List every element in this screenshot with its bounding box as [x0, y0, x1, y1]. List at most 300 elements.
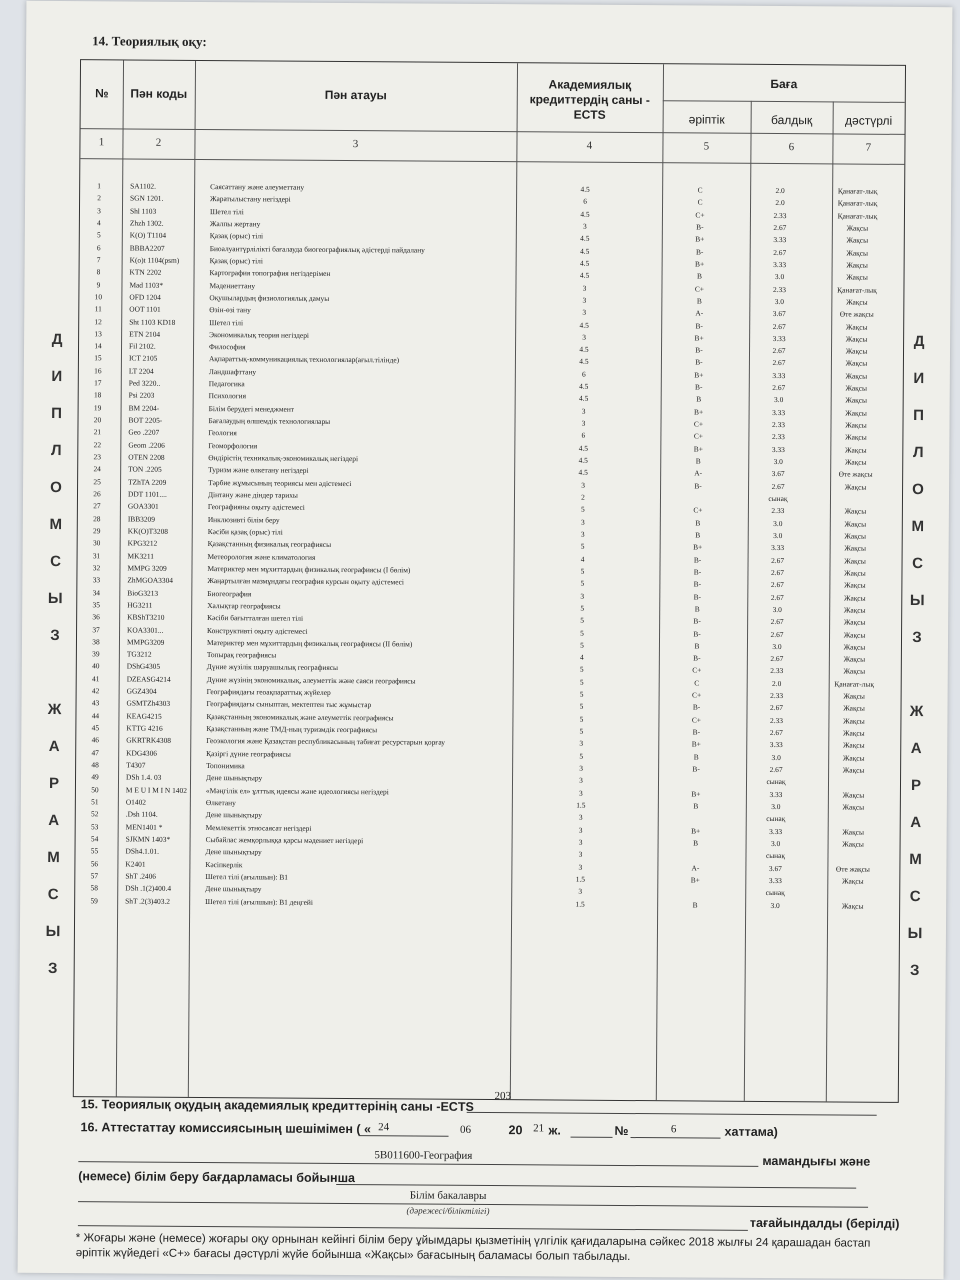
course-code: Geo .2207: [128, 427, 160, 438]
side-letter: М: [47, 848, 60, 867]
col-number: 2: [155, 136, 162, 149]
course-code: HG3211: [127, 600, 153, 610]
course-name: Білім берудегі менеджмент: [208, 403, 295, 414]
degree-caption: (дәрежесі/біліктілігі): [406, 1205, 490, 1217]
side-letter: А: [48, 737, 60, 756]
underline: [631, 1137, 721, 1139]
traditional-grade: Жақсы: [842, 876, 864, 886]
side-letter: З: [909, 961, 920, 980]
course-name: Биогеография: [207, 588, 252, 598]
course-name: Қазақстанның экономикалық және әлеуметтік географиясы: [206, 711, 394, 723]
letter-grade: B+: [694, 333, 704, 343]
letter-grade: C: [697, 185, 703, 195]
course-code: KEAG4215: [126, 711, 162, 721]
side-letter: Ж: [47, 700, 62, 719]
credits: 5: [580, 578, 585, 588]
letter-grade: B-: [695, 357, 703, 367]
course-code: Shl 1103: [129, 206, 157, 216]
credits: 5: [579, 751, 584, 761]
credits: 5: [580, 640, 584, 650]
row-number: 33: [92, 575, 101, 585]
points-grade: 2.33: [771, 432, 785, 442]
letter-grade: B: [696, 296, 702, 306]
row-number: 40: [92, 661, 100, 671]
traditional-grade: Жақсы: [845, 334, 868, 344]
credits: 3: [580, 591, 585, 601]
credits: 5: [580, 628, 584, 638]
credits: 3: [581, 480, 585, 490]
course-code: T4307: [126, 760, 146, 770]
letter-grade: B: [693, 752, 699, 762]
points-grade: 3.0: [774, 296, 785, 306]
letter-grade: B+: [695, 234, 705, 244]
side-letter: С: [47, 885, 59, 904]
course-name: Шетел тілі (ағылшын): В1: [205, 871, 289, 882]
row-number: 46: [91, 735, 100, 745]
course-name: Конструктивті оқыту әдістемесі: [207, 625, 308, 636]
traditional-grade: Жақсы: [846, 223, 869, 233]
course-name: Өндірістің техникалық-экономикалық негіздері: [208, 453, 359, 464]
points-grade: 3.33: [773, 235, 787, 245]
course-name: Дүние жүзінің экономикалық, әлеуметтік және саяси географиясы: [206, 674, 416, 686]
row-number: 28: [93, 513, 101, 523]
points-grade: 2.33: [772, 284, 786, 294]
course-name: Дүние жүзілік шаруашылық географиясы: [206, 662, 339, 673]
course-name: Кәсіпкерлік: [205, 859, 243, 869]
credits: 5: [580, 566, 585, 576]
traditional-grade: Жақсы: [845, 445, 867, 455]
course-name: Топырақ географиясы: [206, 650, 277, 660]
row-number: 56: [90, 858, 99, 868]
row-number: 42: [91, 686, 100, 696]
credits: 4.5: [578, 468, 588, 478]
points-grade: 2.67: [772, 321, 786, 331]
course-name: Экономикалық теория негіздері: [209, 329, 310, 340]
points-grade: сынақ: [766, 777, 786, 787]
traditional-grade: Жақсы: [843, 654, 866, 664]
traditional-grade: Жақсы: [846, 260, 868, 270]
row-number: 45: [91, 723, 100, 733]
assigned-label: тағайындалды (берілді): [749, 1215, 900, 1231]
points-grade: 2.67: [772, 358, 786, 368]
points-grade: 3.0: [773, 530, 783, 541]
row-number: 17: [94, 378, 102, 388]
points-grade: 2.67: [770, 567, 784, 577]
traditional-grade: Жақсы: [844, 568, 866, 578]
course-code: KPG3212: [127, 538, 158, 548]
course-code: DSh4.1.01.: [125, 846, 160, 856]
course-name: Қазақ (орыс) тілі: [209, 255, 263, 266]
course-name: Саясаттану және әлеуметтану: [210, 182, 305, 192]
credits: 3: [578, 886, 583, 896]
letter-grade: B-: [692, 727, 701, 737]
letter-grade: B-: [696, 222, 704, 232]
traditional-grade: Жақсы: [846, 297, 868, 307]
course-name: Биоалуантүрлілікті бағалауда биогеографиялық әдістерді пайдалану: [209, 243, 425, 255]
letter-grade: B-: [695, 320, 703, 331]
credits: 1.5: [576, 800, 586, 810]
traditional-grade: Жақсы: [845, 432, 867, 443]
points-grade: 3.33: [769, 826, 783, 836]
course-name: Психология: [208, 391, 247, 401]
points-grade: 2.67: [771, 555, 785, 565]
course-code: BBBA2207: [129, 243, 165, 253]
credits: 1.5: [575, 874, 585, 884]
traditional-grade: Қанағат-лық: [837, 198, 878, 209]
letter-grade: B: [693, 801, 699, 811]
side-letter: [906, 656, 928, 693]
credits: 3: [582, 307, 587, 317]
course-name: Мемлекеттік этносаясат негіздері: [205, 822, 312, 833]
letter-grade: B-: [693, 653, 701, 663]
row-number: 27: [93, 501, 101, 511]
letter-grade: C+: [693, 419, 704, 429]
letter-grade: B-: [695, 345, 703, 355]
course-name: Метеорология және климатология: [207, 551, 316, 562]
row-number: 21: [93, 427, 102, 437]
col-number: 5: [703, 140, 710, 153]
course-name: «Мәңгілік ел» ұлттық идеясы және идеологиясы негіздері: [205, 785, 389, 797]
traditional-grade: Қанағат-лық: [837, 211, 878, 221]
course-name: Материктер мен мұхиттардың физикалық географиясы (І бөлім): [207, 563, 411, 575]
course-name: Мәдениеттану: [209, 280, 256, 290]
letter-grade: B-: [693, 616, 701, 626]
letter-grade: B+: [693, 444, 703, 454]
points-grade: 3.0: [774, 272, 785, 282]
row-number: 8: [96, 267, 101, 277]
row-number: 22: [93, 439, 102, 450]
side-letter: Ы: [47, 589, 63, 608]
course-code: GSMTZh4303: [126, 698, 171, 709]
letter-grade: C: [694, 678, 700, 688]
course-name: Қазіргі дүние географиясы: [206, 748, 291, 759]
letter-grade: B: [697, 271, 703, 281]
traditional-grade: Жақсы: [845, 408, 867, 418]
course-name: Педагогика: [208, 379, 245, 389]
points-grade: сынақ: [766, 814, 786, 824]
credits: 4: [579, 652, 584, 662]
traditional-grade: Жақсы: [844, 482, 867, 492]
line-16-label: 16. Аттестаттау комиссиясының шешімімен ( «: [80, 1120, 372, 1137]
course-code: ShT .2(3)403.2: [125, 896, 171, 906]
traditional-grade: Жақсы: [846, 272, 868, 282]
points-grade: 3.67: [772, 309, 786, 319]
traditional-grade: Жақсы: [844, 580, 866, 590]
section-14-title: 14. Теориялық оқу:: [92, 33, 207, 50]
course-code: KTTG 4216: [126, 723, 163, 733]
letter-grade: B: [696, 394, 702, 404]
row-number: 47: [91, 747, 99, 758]
letter-grade: A-: [694, 468, 703, 478]
side-letter: Ы: [45, 922, 61, 941]
credits: 3: [582, 295, 587, 305]
points-grade: 2.33: [770, 666, 784, 676]
course-code: ETN 2104: [129, 329, 161, 339]
points-grade: 2.0: [775, 198, 785, 208]
side-letter: З: [912, 628, 922, 647]
letter-grade: B+: [693, 542, 703, 552]
course-code: K(o)t 1104(psm): [129, 255, 180, 265]
traditional-grade: Жақсы: [843, 703, 865, 714]
course-code: BioG3213: [127, 588, 159, 598]
side-letter: М: [49, 515, 63, 534]
letter-grade: B: [695, 530, 701, 540]
traditional-grade: Жақсы: [845, 322, 868, 332]
course-name: Қазақстанның физикалық географиясы: [207, 539, 332, 550]
traditional-grade: Жақсы: [845, 383, 868, 393]
traditional-grade: Жақсы: [843, 605, 866, 615]
traditional-grade: Қанағат-лық: [837, 284, 877, 295]
points-grade: 3.67: [768, 863, 782, 873]
letter-grade: B+: [694, 370, 704, 380]
letter-grade: C+: [694, 284, 705, 294]
points-grade: 2.33: [771, 506, 785, 516]
credits: 3: [578, 825, 583, 835]
traditional-grade: Өте жақсы: [835, 864, 870, 874]
course-name: Шетел тілі: [209, 317, 244, 327]
line-15-label: 15. Теориялық оқудың академиялық кредиттерінің саны -ECTS: [80, 1097, 474, 1114]
traditional-grade: Өте жақсы: [839, 309, 874, 319]
underline: [336, 1184, 856, 1189]
side-letter: С: [50, 552, 62, 571]
credits: 4.5: [580, 184, 590, 194]
row-number: 38: [92, 637, 100, 647]
row-number: 9: [96, 279, 101, 289]
letter-grade: C+: [692, 690, 702, 700]
underline: [359, 1135, 449, 1137]
letter-grade: B-: [693, 592, 702, 602]
course-code: MK3211: [127, 551, 155, 561]
course-name: Жалпы жертану: [209, 219, 261, 229]
side-letter: А: [910, 813, 922, 832]
course-code: O1402: [125, 797, 147, 807]
credits: 4.5: [579, 270, 590, 280]
underline: [78, 1225, 748, 1231]
course-code: .Dsh 1104.: [125, 809, 158, 820]
specialty-value: 5В011600-География: [374, 1149, 473, 1162]
credits: 3: [579, 763, 583, 773]
points-grade: 2.33: [773, 210, 787, 220]
row-number: 1: [97, 181, 102, 191]
credits: 4: [580, 554, 585, 564]
side-letter: Ы: [909, 591, 925, 610]
course-name: Географиядағы сыныптан, мектептен тыс жұмыстар: [206, 699, 372, 710]
letter-grade: B-: [693, 567, 702, 577]
row-number: 26: [93, 489, 101, 499]
course-code: OTEN 2208: [128, 452, 165, 462]
traditional-grade: Жақсы: [845, 346, 868, 356]
row-number: 52: [91, 809, 99, 819]
year-prefix: 20: [508, 1123, 523, 1138]
credits: 6: [583, 196, 587, 207]
credits: 3: [578, 812, 583, 822]
course-name: Шетел тілі (ағылшын): В1 деңгейі: [205, 896, 313, 907]
row-number: 13: [94, 329, 102, 339]
credits: 4.5: [580, 209, 590, 219]
course-name: Дене шынықтыру: [205, 884, 262, 894]
traditional-grade: [811, 814, 896, 815]
points-grade: 3.0: [770, 900, 780, 910]
course-code: MMPG3209: [126, 637, 165, 647]
course-name: Ақпараттық-коммуникациялық технологиялар(ағыл.тілінде): [208, 354, 400, 365]
row-number: 14: [94, 341, 102, 351]
course-code: Psi 2203: [128, 390, 155, 401]
row-divider: [80, 158, 904, 165]
letter-grade: B-: [695, 382, 703, 392]
traditional-grade: Жақсы: [844, 506, 867, 516]
points-grade: 3.0: [771, 752, 781, 762]
letter-grade: B+: [691, 789, 701, 799]
course-code: K(O) T1104: [129, 230, 167, 241]
row-number: 54: [90, 834, 99, 844]
letter-grade: B-: [695, 247, 704, 257]
traditional-grade: [811, 777, 896, 778]
course-code: TON .2205: [128, 464, 162, 475]
specialty-label: мамандығы және: [762, 1153, 871, 1169]
course-name: Сыбайлас жемқорлыққа қарсы мәдениет негіздері: [205, 835, 364, 846]
course-code: Ped 3220..: [128, 378, 161, 388]
points-grade: 2.67: [769, 765, 783, 775]
course-name: Картография топография негіздерімен: [209, 268, 331, 279]
points-grade: 3.0: [773, 457, 783, 467]
points-grade: 2.67: [773, 247, 787, 257]
points-grade: 2.67: [772, 383, 786, 393]
traditional-grade: Жақсы: [844, 457, 867, 467]
course-name: Кәсіби қазақ (орыс) тілі: [207, 527, 283, 537]
traditional-grade: Жақсы: [843, 728, 865, 738]
letter-grade: B: [695, 518, 701, 528]
points-grade: 3.33: [771, 543, 785, 553]
letter-grade: B+: [695, 259, 705, 269]
header-no: №: [95, 86, 109, 101]
traditional-grade: Жақсы: [846, 235, 869, 245]
header-traditional: дәстүрлі: [845, 113, 893, 128]
course-code: TZhTA 2209: [128, 477, 167, 487]
course-code: SA1102.: [130, 181, 157, 191]
course-code: Sht 1103 KD18: [129, 317, 176, 327]
letter-grade: B-: [692, 702, 701, 712]
row-number: 37: [92, 624, 100, 634]
traditional-grade: Жақсы: [842, 740, 865, 751]
letter-grade: B+: [691, 739, 701, 749]
credits: 3: [578, 837, 583, 847]
total-credits: 203: [494, 1090, 512, 1103]
side-letter: Д: [913, 332, 925, 351]
side-letter: А: [48, 811, 60, 830]
grades-table: [73, 59, 906, 1103]
course-code: LT 2204: [128, 366, 154, 376]
letter-grade: B+: [690, 875, 700, 885]
letter-grade: B: [692, 900, 698, 910]
row-number: 24: [93, 464, 101, 474]
credits: 3: [579, 739, 584, 749]
row-number: 30: [92, 538, 101, 548]
credits: 6: [581, 431, 586, 441]
row-number: 58: [90, 883, 98, 893]
row-number: 29: [93, 526, 101, 536]
course-code: TG3212: [126, 649, 152, 659]
side-letter: З: [50, 626, 60, 645]
letter-grade: C+: [693, 431, 704, 441]
row-number: 12: [94, 316, 102, 326]
col-number: 7: [865, 141, 872, 154]
credits: 2: [581, 492, 585, 502]
points-grade: 2.67: [769, 728, 783, 738]
points-grade: 3.33: [772, 370, 786, 380]
traditional-grade: [811, 851, 896, 852]
credits: 5: [581, 504, 585, 515]
traditional-grade: Жақсы: [842, 827, 864, 837]
row-number: 6: [96, 242, 101, 252]
points-grade: 3.33: [769, 789, 783, 799]
points-grade: сынақ: [765, 888, 785, 898]
row-number: 39: [92, 649, 100, 659]
credits: 3: [578, 862, 583, 872]
document-sheet: [18, 1, 953, 1279]
course-name: Қазақ (орыс) тілі: [209, 231, 264, 241]
row-number: 3: [97, 205, 101, 215]
row-number: 7: [96, 255, 101, 265]
course-code: ICT 2105: [128, 353, 158, 364]
course-name: Дене шынықтыру: [205, 810, 262, 820]
course-code: OOT 1101: [129, 304, 161, 314]
row-number: 43: [91, 698, 100, 708]
course-code: OFD 1204: [129, 292, 161, 302]
credits: 5: [579, 689, 584, 699]
year-suffix-label: ж.: [548, 1123, 561, 1138]
side-letter: С: [912, 554, 924, 573]
traditional-grade: Жақсы: [841, 901, 864, 911]
course-code: MEN1401 *: [125, 822, 163, 832]
header-credits: Академиялық кредиттердің саны - ECTS: [529, 77, 650, 122]
points-grade: 3.0: [772, 604, 782, 614]
course-name: Кәсіби бағытталған шетел тілі: [207, 613, 304, 623]
row-number: 23: [93, 452, 101, 462]
points-grade: 3.33: [768, 875, 782, 885]
row-number: 4: [97, 218, 101, 228]
row-number: 59: [90, 895, 98, 905]
side-letter: И: [913, 369, 925, 388]
row-number: 18: [93, 390, 102, 400]
header-grade: Баға: [770, 76, 798, 92]
credits: 3: [582, 332, 586, 342]
traditional-grade: [813, 493, 898, 494]
points-grade: 3.0: [773, 518, 783, 528]
traditional-grade: Жақсы: [845, 371, 868, 381]
side-letter: С: [909, 887, 921, 906]
row-number: 11: [94, 304, 102, 314]
points-grade: сынақ: [765, 851, 786, 861]
course-name: Географиядағы геоақпараттық жүйелер: [206, 687, 331, 698]
course-code: DSh .1(2)400.4: [125, 883, 172, 894]
course-code: DSh 1.4. 03: [126, 772, 162, 783]
month-value: 06: [460, 1123, 472, 1136]
protocol-number: 6: [670, 1123, 677, 1136]
points-grade: 2.67: [770, 592, 784, 602]
letter-grade: C: [697, 197, 703, 207]
credits: 6: [581, 369, 586, 379]
course-name: Инклюзивті білім беру: [207, 514, 280, 525]
traditional-grade: Жақсы: [843, 630, 866, 640]
traditional-grade: Жақсы: [844, 543, 866, 553]
col-number: 4: [586, 139, 593, 152]
row-number: 49: [91, 772, 99, 782]
course-name: Жаратылыстану негіздері: [210, 194, 291, 204]
row-number: 35: [92, 600, 100, 610]
letter-grade: C+: [691, 715, 702, 725]
letter-grade: B-: [694, 481, 702, 491]
side-letter: А: [910, 739, 922, 758]
